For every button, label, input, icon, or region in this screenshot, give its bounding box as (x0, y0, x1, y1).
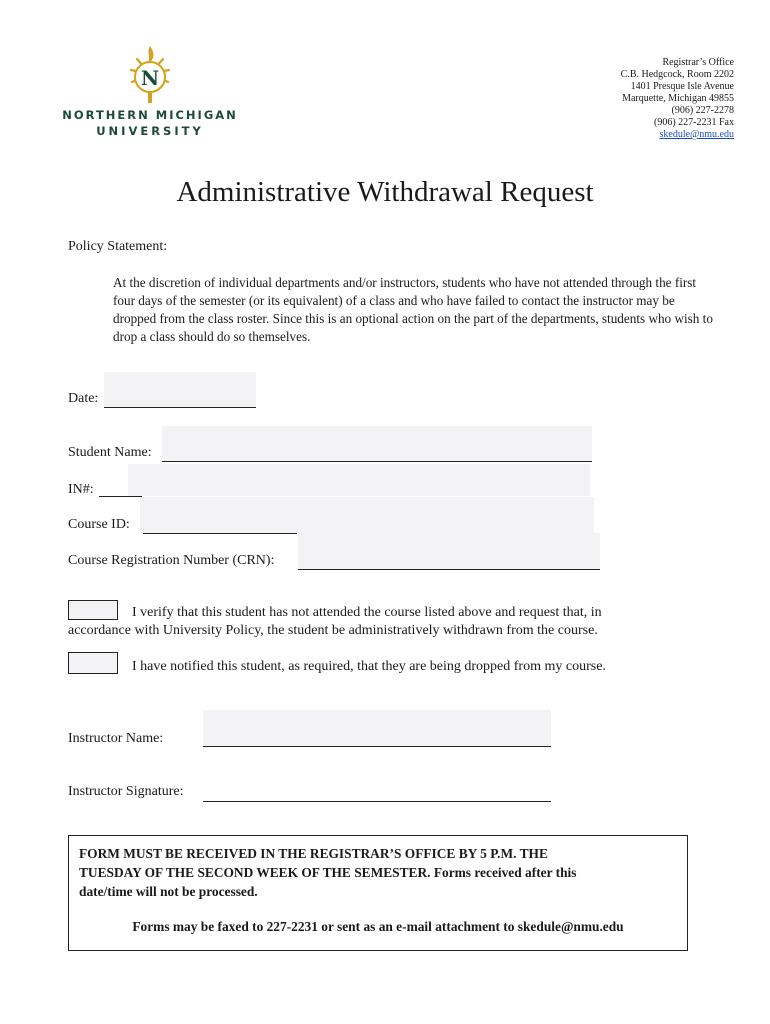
course-id-label: Course ID: (68, 517, 130, 532)
office-email-link[interactable]: skedule@nmu.edu (659, 129, 734, 140)
notice-line: TUESDAY OF THE SECOND WEEK OF THE SEMESTER. Forms received after this (79, 865, 577, 880)
svg-text:N: N (140, 66, 160, 90)
office-line: 1401 Presque Isle Avenue (630, 81, 734, 92)
logo-wordmark-line1: NORTHERN MICHIGAN (62, 108, 238, 122)
student-name-field[interactable] (162, 426, 592, 462)
notified-checkbox[interactable] (68, 652, 118, 674)
office-line: (906) 227-2231 Fax (654, 117, 734, 128)
logo-wordmark-line2: UNIVERSITY (96, 124, 204, 138)
fax-notice: Forms may be faxed to 227-2231 or sent as an e-mail attachment to skedule@nmu.edu (132, 919, 624, 934)
date-label: Date: (68, 391, 99, 406)
in-number-label: IN#: (68, 482, 94, 497)
notice-line: FORM MUST BE RECEIVED IN THE REGISTRAR’S OFFICE BY 5 P.M. THE (79, 846, 548, 861)
course-id-field[interactable] (143, 518, 297, 534)
office-line: Marquette, Michigan 49855 (622, 93, 734, 104)
office-line: C.B. Hedgcock, Room 2202 (620, 69, 734, 80)
date-field[interactable] (104, 372, 256, 408)
crn-field[interactable] (298, 533, 600, 570)
verify-text: I verify that this student has not attended the course listed above and request that, in (132, 605, 602, 620)
instructor-signature-field[interactable] (203, 786, 551, 802)
verify-checkbox[interactable] (68, 600, 118, 620)
policy-text: At the discretion of individual departments and/or instructors, students who have not attended through the first four days of the semester (or its equivalent) of a class and who have failed to contact the instructor may be dropped from the class roster. Since this is an optional action on the part of the departments, students who wish to drop a class should do so themselves. (113, 275, 713, 344)
office-address (621, 57, 734, 141)
submission-notice (68, 835, 688, 951)
notified-text: I have notified this student, as required, that they are being dropped from my course. (132, 659, 606, 674)
instructor-signature-label: Instructor Signature: (68, 784, 184, 799)
office-line: (906) 227-2278 (671, 105, 734, 116)
torch-emblem-icon (122, 44, 178, 104)
page-title: Administrative Withdrawal Request (176, 176, 594, 208)
instructor-name-label: Instructor Name: (68, 731, 164, 746)
office-line: Registrar’s Office (662, 57, 734, 68)
in-number-field[interactable] (99, 481, 142, 497)
university-logo (60, 44, 240, 140)
notice-line: date/time will not be processed. (79, 884, 258, 899)
verify-text-continued: accordance with University Policy, the student be administratively withdrawn from the course. (68, 623, 598, 638)
in-number-field-area[interactable] (128, 464, 590, 496)
policy-label: Policy Statement: (68, 239, 168, 254)
crn-label: Course Registration Number (CRN): (68, 553, 275, 568)
student-name-label: Student Name: (68, 445, 152, 460)
instructor-name-field[interactable] (203, 710, 551, 747)
